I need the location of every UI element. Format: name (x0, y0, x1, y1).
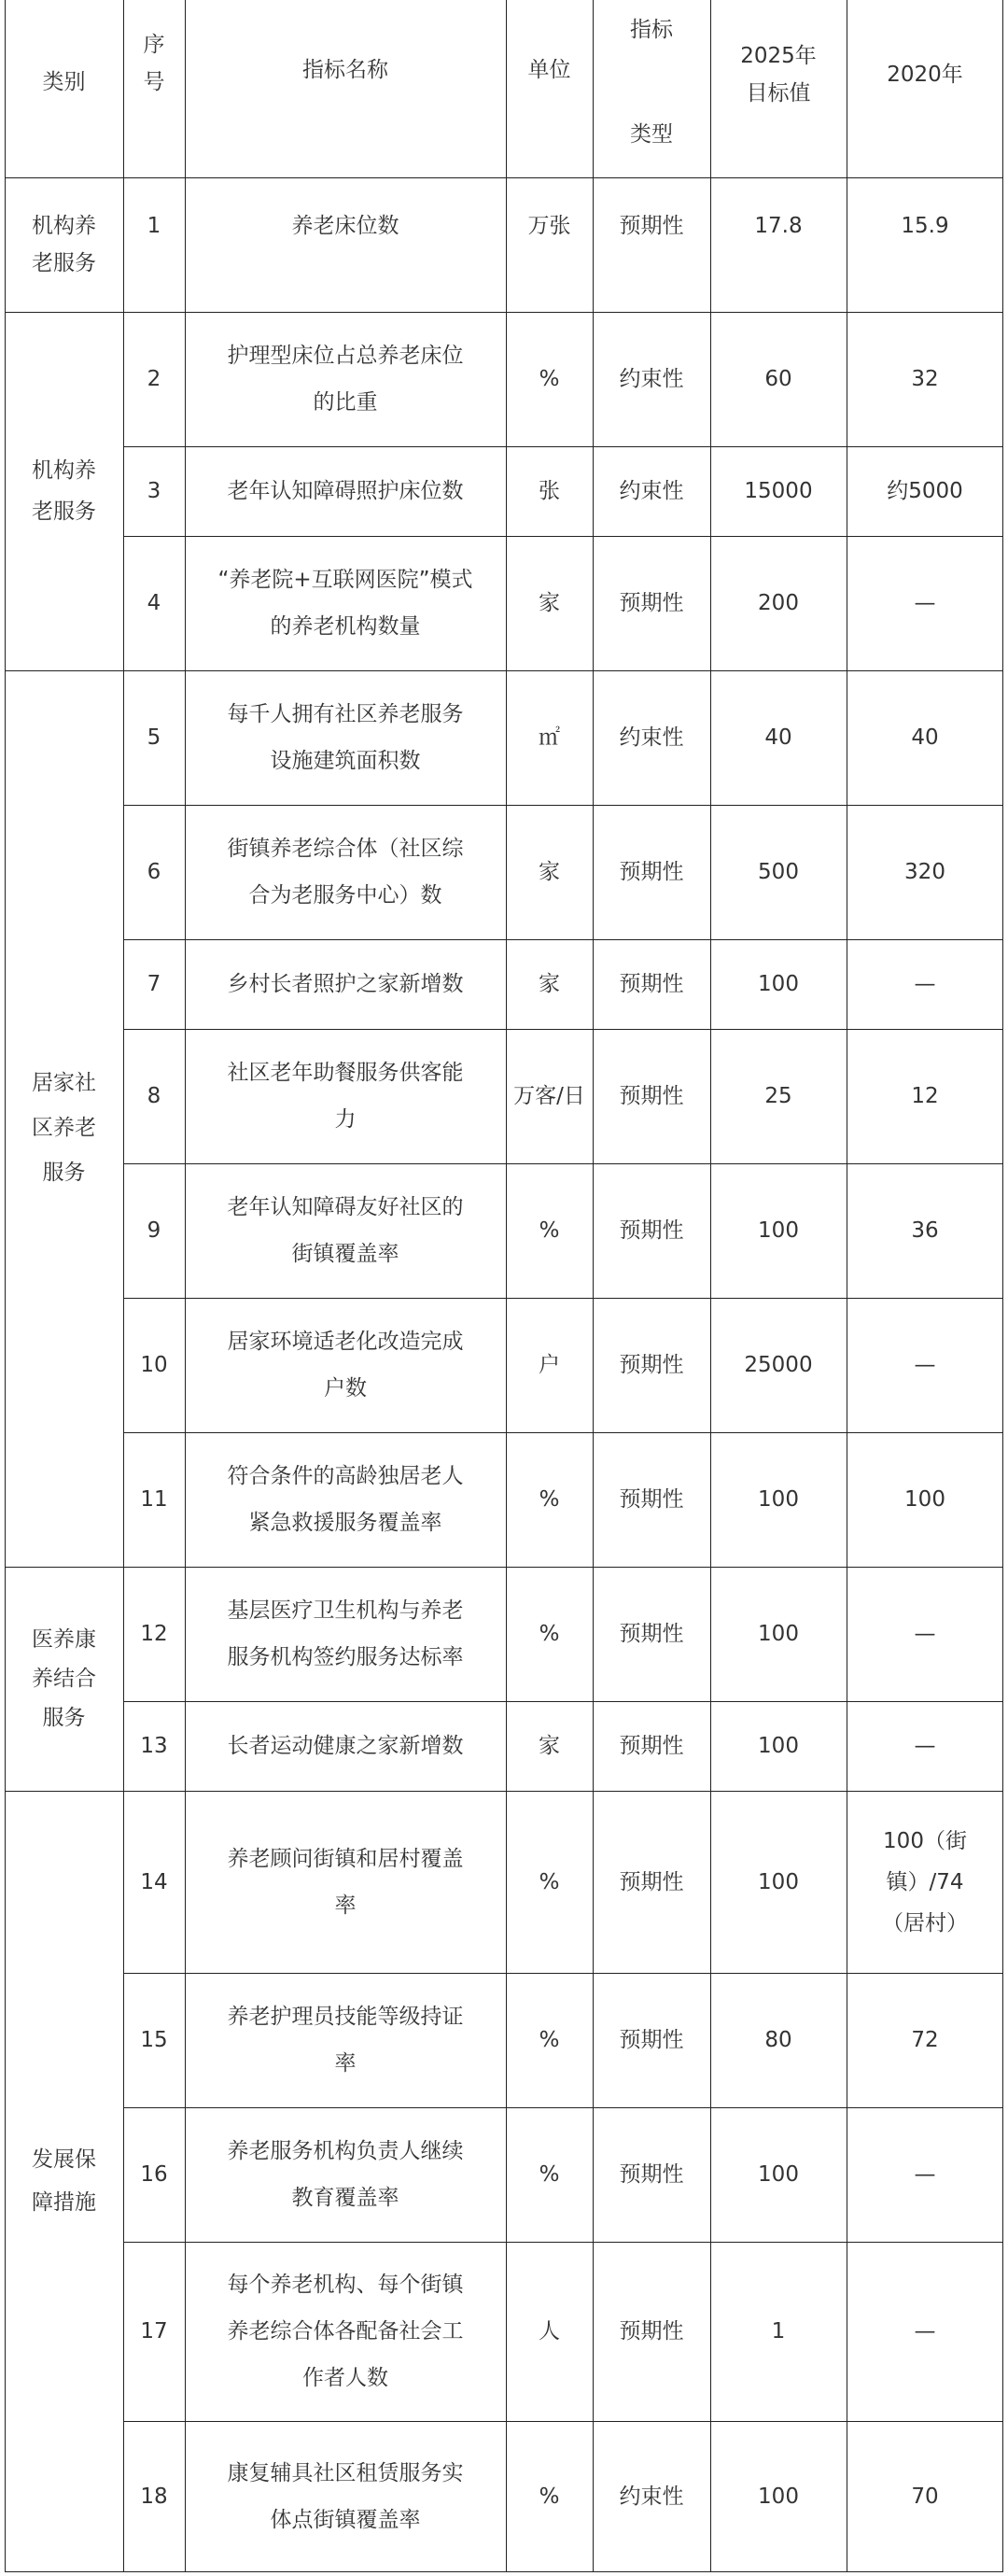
target-cell: 25000 (744, 1353, 813, 1377)
seq-cell: 12 (140, 1622, 168, 1646)
value-2020-cell: — (914, 1734, 936, 1758)
seq-cell: 17 (140, 2319, 168, 2344)
type-cell: 预期性 (619, 860, 684, 884)
header-target: 2025年 目标值 (740, 44, 817, 106)
unit-cell: 家 (539, 591, 560, 615)
target-cell: 200 (758, 591, 799, 615)
category-cell: 医养康 养结合 服务 (32, 1627, 96, 1730)
unit-cell: 户 (539, 1353, 560, 1377)
value-2020-cell: 100（街 镇）/74 （居村） (882, 1828, 968, 1936)
value-2020-cell: 40 (911, 725, 939, 750)
type-cell: 预期性 (619, 1084, 684, 1108)
unit-cell: 家 (539, 972, 560, 996)
category-cell: 居家社 区养老 服务 (32, 1071, 96, 1185)
target-cell: 15000 (744, 479, 813, 503)
indicator-name-cell: 养老顾问街镇和居村覆盖 率 (227, 1846, 464, 1918)
unit-cell: % (539, 1869, 560, 1894)
seq-cell: 14 (140, 1869, 168, 1894)
category-cell: 发展保 障措施 (32, 2147, 96, 2215)
indicator-name-cell: 每个养老机构、每个街镇 养老综合体各配备社会工 作者人数 (227, 2273, 464, 2390)
header-type-top: 指标 (630, 18, 673, 42)
value-2020-cell: 72 (911, 2028, 939, 2052)
type-cell: 预期性 (619, 2028, 684, 2052)
target-cell: 80 (764, 2028, 792, 2052)
indicator-name-cell: 长者运动健康之家新增数 (227, 1734, 464, 1758)
seq-cell: 4 (147, 591, 161, 615)
indicator-name-cell: 养老服务机构负责人继续 教育覆盖率 (227, 2139, 464, 2210)
target-cell: 60 (764, 367, 792, 391)
unit-cell: % (539, 2484, 560, 2509)
unit-cell: % (539, 367, 560, 391)
type-cell: 约束性 (619, 725, 684, 750)
indicator-name-cell: 社区老年助餐服务供客能 力 (227, 1061, 464, 1132)
unit-cell: 家 (539, 1734, 560, 1758)
type-cell: 预期性 (619, 1353, 684, 1377)
value-2020-cell: — (914, 1353, 936, 1377)
type-cell: 预期性 (619, 2319, 684, 2344)
type-cell: 预期性 (619, 972, 684, 996)
indicator-name-cell: 护理型床位占总养老床位 的比重 (227, 344, 464, 415)
type-cell: 预期性 (619, 1734, 684, 1758)
type-cell: 约束性 (619, 479, 684, 503)
value-2020-cell: 320 (904, 860, 945, 884)
target-cell: 25 (764, 1084, 792, 1108)
category-cell: 机构养 老服务 (32, 458, 96, 524)
unit-cell: ㎡ (539, 725, 560, 750)
type-cell: 预期性 (619, 1218, 684, 1243)
indicator-name-cell: 康复辅具社区租赁服务实 体点街镇覆盖率 (227, 2460, 464, 2532)
header-type (593, 0, 710, 177)
seq-cell: 6 (147, 860, 161, 884)
target-cell: 100 (758, 2484, 799, 2509)
target-cell: 100 (758, 972, 799, 996)
type-cell: 预期性 (619, 2162, 684, 2187)
seq-cell: 13 (140, 1734, 168, 1758)
category-cell: 机构养 老服务 (32, 214, 96, 275)
value-2020-cell: — (914, 1622, 936, 1646)
value-2020-cell: 约5000 (887, 479, 963, 503)
unit-cell: 人 (539, 2319, 560, 2344)
indicator-name-cell: 乡村长者照护之家新增数 (227, 972, 464, 996)
header-type-bottom: 类型 (630, 122, 673, 147)
unit-cell: % (539, 1487, 560, 1512)
seq-cell: 9 (147, 1218, 161, 1243)
seq-cell: 16 (140, 2162, 168, 2187)
unit-cell: 张 (539, 479, 560, 503)
type-cell: 预期性 (619, 1869, 684, 1894)
indicator-name-cell: 基层医疗卫生机构与养老 服务机构签约服务达标率 (227, 1598, 464, 1669)
indicator-name-cell: 符合条件的高龄独居老人 紧急救援服务覆盖率 (227, 1464, 464, 1535)
target-cell: 100 (758, 1218, 799, 1243)
indicator-name-cell: “养老院+互联网医院”模式 的养老机构数量 (217, 568, 473, 639)
target-cell: 1 (771, 2319, 786, 2344)
type-cell: 预期性 (619, 1622, 684, 1646)
value-2020-cell: 12 (911, 1084, 939, 1108)
indicator-name-cell: 居家环境适老化改造完成 户数 (227, 1330, 464, 1401)
grid-line (5, 2571, 1003, 2572)
target-cell: 100 (758, 1734, 799, 1758)
unit-cell: % (539, 1218, 560, 1243)
value-2020-cell: — (914, 2162, 936, 2187)
seq-cell: 3 (147, 479, 161, 503)
type-cell: 预期性 (619, 214, 684, 238)
value-2020-cell: 36 (911, 1218, 939, 1243)
type-cell: 预期性 (619, 591, 684, 615)
seq-cell: 18 (140, 2484, 168, 2509)
header-2020: 2020年 (887, 63, 963, 87)
seq-cell: 10 (140, 1353, 168, 1377)
header-seq: 序 号 (143, 32, 165, 94)
type-cell: 预期性 (619, 1487, 684, 1512)
header-category: 类别 (42, 70, 86, 94)
target-cell: 40 (764, 725, 792, 750)
target-cell: 100 (758, 1487, 799, 1512)
unit-cell: % (539, 1622, 560, 1646)
seq-cell: 8 (147, 1084, 161, 1108)
target-cell: 100 (758, 2162, 799, 2187)
seq-cell: 11 (140, 1487, 168, 1512)
seq-cell: 7 (147, 972, 161, 996)
unit-cell: 万张 (527, 214, 571, 238)
seq-cell: 1 (147, 214, 161, 238)
target-cell: 100 (758, 1622, 799, 1646)
unit-cell: 家 (539, 860, 560, 884)
type-cell: 约束性 (619, 2484, 684, 2509)
unit-cell: % (539, 2162, 560, 2187)
header-unit: 单位 (527, 58, 571, 82)
value-2020-cell: — (914, 2319, 936, 2344)
indicator-name-cell: 老年认知障碍照护床位数 (227, 479, 464, 503)
target-cell: 100 (758, 1869, 799, 1894)
value-2020-cell: 100 (904, 1487, 945, 1512)
indicator-name-cell: 每千人拥有社区养老服务 设施建筑面积数 (227, 702, 464, 773)
type-cell: 约束性 (619, 367, 684, 391)
unit-cell: 万客/日 (513, 1084, 585, 1108)
seq-cell: 15 (140, 2028, 168, 2052)
target-cell: 500 (758, 860, 799, 884)
indicator-name-cell: 养老护理员技能等级持证 率 (227, 2005, 464, 2076)
indicator-name-cell: 老年认知障碍友好社区的 街镇覆盖率 (227, 1195, 464, 1266)
value-2020-cell: 70 (911, 2484, 939, 2509)
seq-cell: 5 (147, 725, 161, 750)
indicator-name-cell: 养老床位数 (291, 214, 399, 238)
value-2020-cell: — (914, 972, 936, 996)
unit-cell: % (539, 2028, 560, 2052)
seq-cell: 2 (147, 367, 161, 391)
indicator-name-cell: 街镇养老综合体（社区综 合为老服务中心）数 (227, 837, 464, 908)
target-cell: 17.8 (754, 214, 803, 238)
value-2020-cell: 32 (911, 367, 939, 391)
value-2020-cell: 15.9 (901, 214, 949, 238)
header-name: 指标名称 (302, 58, 388, 82)
value-2020-cell: — (914, 591, 936, 615)
